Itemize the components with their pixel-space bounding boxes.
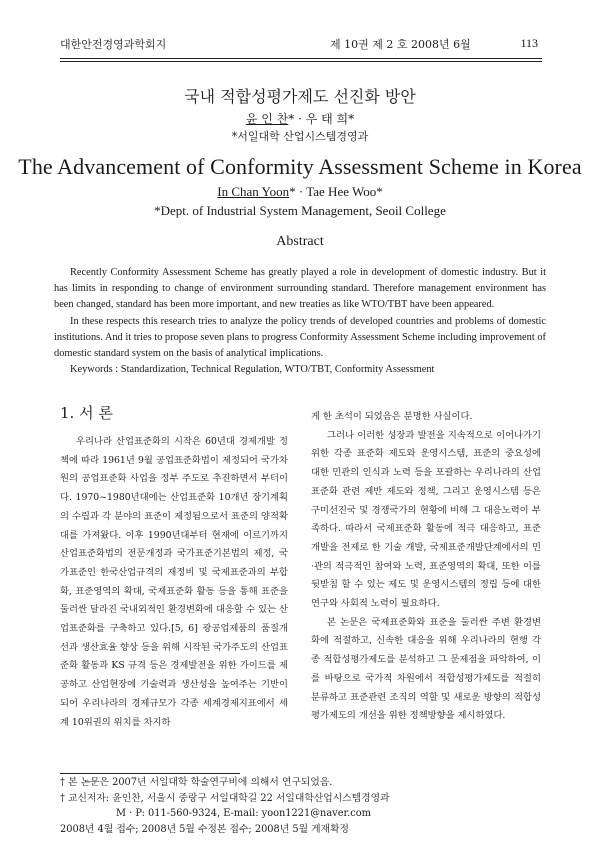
running-header [60,36,538,52]
abstract-paragraph-2: In these respects this research tries to analyze the policy trends of developed countries and problems of domestic institutions. And it tries to propose seven plans to progress Conformity Assessment Scheme including improvement of domestic standard system on the basis of analytical implications. [54,315,546,360]
right-column [311,408,541,726]
section-heading: 1. 서 론 [60,404,113,422]
footnote-funding: † 본 논문은 2007년 서일대학 학술연구비에 의해서 연구되었음. [60,777,333,788]
english-author-2: Tae Hee Woo [306,184,377,199]
english-title: The Advancement of Conformity Assessment Scheme in Korea [18,154,582,179]
korean-affiliation: *서일대학 산업시스템경영과 [231,130,369,143]
korean-author-1: 윤 인 찬 [245,112,289,126]
abstract-heading: Abstract [276,234,324,249]
header-rule-top [60,58,542,59]
english-affiliation: *Dept. of Industrial System Management, Seoil College [154,203,446,218]
intro-paragraph-2: 그러나 이러한 성장과 발전을 지속적으로 이어나가기 위한 각종 표준화 제도와 운영시스템, 표준의 중요성에 대한 민관의 인식과 노력 등을 포괄하는 우리나라의 산업표준화 관련 제반 제도와 정책, 그리고 운영시스템 등은 구미선진국 및 경쟁국가의 현황에 비해 그 대응노력이 부족하다. 따라서 국제표준화 활동에 적극 대응하고, 표준개발을 전제로 한 기술 개발, 국제표준개발단계에서의 민·관의 적극적인 참여와 노력, 표준영역의 확대, 또한 이를 뒷받침 할 수 있는 제도 및 운영시스템의 정립 등에 대한 연구와 사회적 노력이 필요하다. [311,429,541,610]
footnote-corresponding-author: † 교신저자: 윤인찬, 서울시 중랑구 서일대학길 22 서일대학산업시스템경영과 [60,792,390,804]
intro-paragraph-3: 본 논문은 국제표준화와 표준을 둘러싼 주변 환경변화에 적절하고, 신속한 대응을 위해 우리나라의 현행 각종 적합성평가제도를 분석하고 그 문제점을 파악하여, 이를 바탕으로 국가적 차원에서 적합성평가제도를 적절히 분류하고 표준관련 조직의 역할 및 새로운 방향의 적합성평가제도의 개선을 위한 정책방향을 제시하였다. [311,616,541,722]
keywords: Keywords : Standardization, Technical Regulation, WTO/TBT, Conformity Assessment [70,364,435,376]
intro-paragraph-1: 우리나라 산업표준화의 시작은 60년대 경제개발 정책에 따라 1961년 9월 공업표준화법이 제정되어 국가차원의 공업표준화 사업을 정부 주도로 추진하면서 부터이다. 1970~1980년대에는 산업표준화 10개년 장기계획의 수립과 각 분야의 표준이 제정됨으로서 표준의 양적확대를 가져왔다. 이후 1990년대부터 현재에 이르기까지 산업표준화법의 전문개정과 국가표준기본법의 제정, 국가표준인 한국산업규격의 재정비 및 국제표준과의 부합화, 표준영역의 확대, 국제표준화 활동 등을 통해 표준을 둘러싼 달라진 국내외적인 환경변화에 대응할 수 있는 산업표준화를 구축하고 있다.[5, 6] 광공업제품의 품질개선과 생산효율 향상 등을 위해 시작된 국가주도의 산업표준화 활동과 KS 규격 등은 경제발전을 위한 가이드를 제공하고 산업현장에 기술력과 생산성을 높여주는 기반이 되어 우리나라의 경제규모가 각종 세계경제지표에서 세계 10위권의 위치를 차지하 [60,436,288,728]
abstract-paragraph-1: Recently Conformity Assessment Scheme has greatly played a role in development of domestic industry. But it has limits in responding to change of environment surrounding standard. Therefore management environment has been changed, standard has been more important, and new treaties as like WTO/TBT have been appeared. [54,267,546,311]
english-authors [0,184,600,200]
issue-info: 제 10권 제 2 호 2008년 6월 [330,38,471,51]
footnote-divider [60,773,240,774]
abstract-body [54,265,546,378]
page-number: 113 [520,36,538,50]
footnotes [60,775,542,837]
korean-title: 국내 적합성평가제도 선진화 방안 [184,87,416,106]
english-author-2-mark: * [376,184,383,199]
intro-paragraph-1-continued: 게 한 초석이 되었음은 분명한 사실이다. [311,411,473,422]
left-column [60,433,288,732]
korean-authors [0,110,600,127]
korean-author-2: 우 태 희 [305,112,349,126]
footnote-contact: M · P: 011-560-9324, E-mail: yoon1221@naver.com [116,808,371,819]
english-author-separator: * · [289,184,307,199]
english-author-1: In Chan Yoon [217,184,290,199]
korean-author-separator: * · [288,112,306,126]
header-rule-bottom [60,61,542,62]
korean-author-2-mark: * [348,112,355,126]
journal-name: 대한안전경영과학회지 [60,38,167,51]
footnote-dates: 2008년 4월 접수; 2008년 5월 수정본 접수; 2008년 5월 게재확정 [60,823,350,835]
